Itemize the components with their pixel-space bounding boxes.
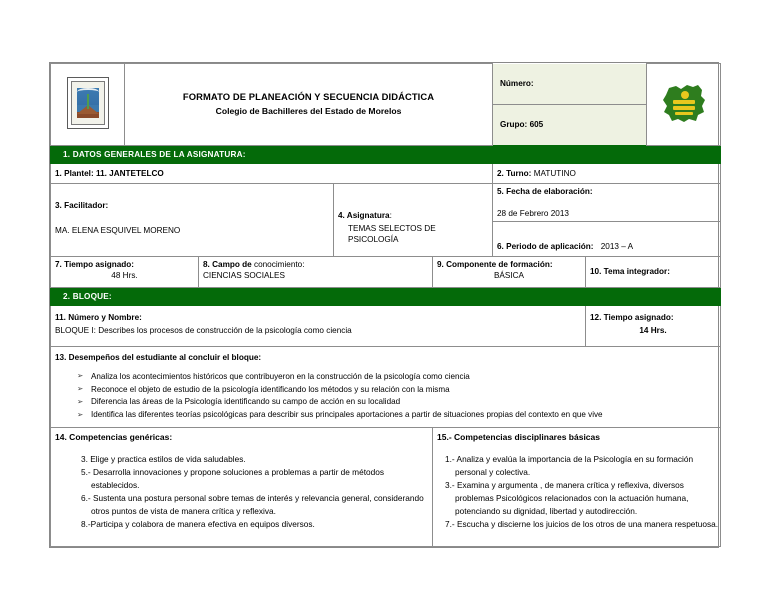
- desempenos-list-row: [51, 365, 721, 428]
- emblem-band-bottom: [72, 118, 104, 124]
- competencias-genericas-list: [73, 453, 432, 530]
- list-item: ➢ Analiza los acontecimientos históricos que contribuyeron en la construcción de la psicología como ciencia: [77, 371, 720, 384]
- section2-bar: 2. BLOQUE:: [51, 287, 721, 305]
- bloque-tiempo-cell: [586, 305, 721, 346]
- fecha-value: 28 de Febrero 2013: [497, 208, 569, 218]
- desempenos-list: [51, 371, 720, 422]
- page-title: FORMATO DE PLANEACIÓN Y SECUENCIA DIDÁCTICA: [182, 91, 435, 103]
- emblem-side-left: [72, 88, 77, 118]
- competencias-genericas-title: 14. Competencias genéricas:: [55, 432, 173, 442]
- asignatura-colon: :: [389, 210, 392, 220]
- desempenos-list-cell: [51, 365, 721, 428]
- competencias-row: [51, 428, 721, 547]
- emblem-side-right: [99, 88, 104, 118]
- header-row: [51, 64, 721, 146]
- bloque-tiempo-value: 14 Hrs.: [639, 325, 667, 335]
- competencias-disciplinares-cell: [433, 428, 721, 547]
- plantel-turno-row: [51, 163, 721, 183]
- list-item: 7.- Escucha y discierne los juicios de los otros de una manera respetuosa.: [445, 518, 719, 529]
- bloque-row: [51, 305, 721, 346]
- campo-label-wrap: [203, 259, 428, 270]
- turno-cell: [493, 163, 721, 183]
- desempenos-title-row: [51, 346, 721, 365]
- campo-value: CIENCIAS SOCIALES: [203, 270, 285, 280]
- right-seal-cell: [647, 64, 721, 146]
- competencias-disciplinares-title: 15.- Competencias disciplinares básicas: [437, 432, 600, 442]
- planning-format-table: [49, 62, 719, 548]
- componente-label: 9. Componente de formación:: [437, 259, 553, 269]
- emblem-stalk: [87, 94, 89, 108]
- plantel-cell: [51, 163, 493, 183]
- fecha-label: 5. Fecha de elaboración:: [497, 186, 593, 196]
- bloque-nombre-value: BLOQUE I: Describes los procesos de construcción de la psicología como ciencia: [55, 325, 352, 335]
- list-item: 8.-Participa y colabora de manera efectiva en equipos diversos.: [81, 518, 315, 529]
- numero-row: [493, 64, 646, 105]
- numero-label: Número:: [500, 78, 534, 88]
- desempenos-title: 13. Desempeños del estudiante al concluir el bloque:: [55, 352, 262, 362]
- tema-label: 10. Tema integrador:: [590, 267, 670, 277]
- campo-label-rest: conocimiento:: [253, 259, 305, 269]
- periodo-value: 2013 – A: [600, 241, 634, 251]
- list-item: 6.- Sustenta una postura personal sobre temas de interés y relevancia general, considerando otros puntos de vista de manera crítica y reflexiva.: [81, 493, 424, 516]
- fecha-cell: [493, 183, 721, 221]
- tiempo-asignado-cell: [51, 256, 199, 287]
- asignatura-value: TEMAS SELECTOS DE PSICOLOGÍA: [348, 223, 436, 244]
- left-logo-cell: [51, 64, 125, 146]
- asignatura-cell: [334, 183, 493, 256]
- list-item: ➢ Diferencia las áreas de la Psicología identificando su campo de acción en su localidad: [77, 396, 720, 409]
- meta-table: [493, 64, 646, 145]
- list-item: 3.- Examina y argumenta , de manera crítica y reflexiva, diversos problemas Psicológicos relacionados con la actuación humana, potenciando su dignidad, libertad y autodirección.: [445, 480, 689, 516]
- tiempo-asignado-label: 7. Tiempo asignado:: [55, 259, 135, 269]
- componente-formacion-cell: [433, 256, 586, 287]
- tiempo-asignado-value: 48 Hrs.: [111, 270, 138, 280]
- grupo-row: [493, 104, 646, 145]
- cobaem-green-map-seal-icon: [660, 81, 708, 125]
- title-cell: [125, 64, 493, 146]
- list-item: ➢ Reconoce el objeto de estudio de la psicología identificando los métodos y su relación con la misma: [77, 384, 720, 397]
- grupo-cell: [493, 104, 646, 145]
- tema-integrador-cell: [586, 256, 721, 287]
- desempenos-title-cell: [51, 346, 721, 365]
- bloque-tiempo-label: 12. Tiempo asignado:: [590, 312, 674, 322]
- numero-cell: [493, 64, 646, 105]
- facilitador-value: MA. ELENA ESQUIVEL MORENO: [55, 225, 181, 235]
- plantel-value: 11. JANTETELCO: [95, 168, 164, 178]
- section1-bar: 1. DATOS GENERALES DE LA ASIGNATURA:: [51, 145, 721, 163]
- plantel-label: 1. Plantel:: [55, 168, 94, 178]
- grupo-label: Grupo:: [500, 119, 528, 129]
- asignatura-label-wrap: [338, 210, 488, 221]
- campo-conocimiento-cell: [199, 256, 433, 287]
- list-item: 5.- Desarrolla innovaciones y propone soluciones a problemas a partir de métodos establecidos.: [81, 467, 385, 491]
- bloque-nombre-label: 11. Número y Nombre:: [55, 312, 142, 322]
- campo-label: 8. Campo de: [203, 259, 252, 269]
- periodo-cell: [493, 221, 721, 256]
- meta-cell-wrapper: [493, 64, 647, 146]
- morelos-state-coat-of-arms-icon: [67, 77, 109, 129]
- facilitador-label: 3. Facilitador:: [55, 200, 109, 210]
- emblem-inner: [71, 81, 105, 125]
- list-item: 3. Elige y practica estilos de vida saludables.: [81, 454, 246, 465]
- componente-value: BÁSICA: [493, 270, 525, 280]
- grupo-value: 605: [529, 119, 544, 129]
- emblem-band-top: [72, 82, 104, 88]
- section1-bar-row: [51, 145, 721, 163]
- campos-row: [51, 256, 721, 287]
- section2-bar-row: [51, 287, 721, 305]
- turno-label: 2. Turno:: [497, 168, 532, 178]
- doc-table: [50, 63, 721, 547]
- periodo-label: 6. Periodo de aplicación:: [497, 241, 594, 251]
- competencias-genericas-cell: [51, 428, 433, 547]
- list-item: ➢ Identifica las diferentes teorías psicológicas para describir sus principales aportaciones a partir de situaciones propias del contexto en que vive: [77, 409, 720, 422]
- bloque-nombre-cell: [51, 305, 586, 346]
- turno-value: MATUTINO: [533, 168, 576, 178]
- competencias-disciplinares-list: [437, 453, 720, 530]
- facilitador-row: [51, 183, 721, 221]
- page-subtitle: Colegio de Bachilleres del Estado de Morelos: [215, 105, 402, 116]
- asignatura-label: 4. Asignatura: [338, 210, 390, 220]
- list-item: 1.- Analiza y evalúa la importancia de la Psicología en su formación personal y colectiva.: [445, 454, 694, 478]
- facilitador-cell: [51, 183, 334, 256]
